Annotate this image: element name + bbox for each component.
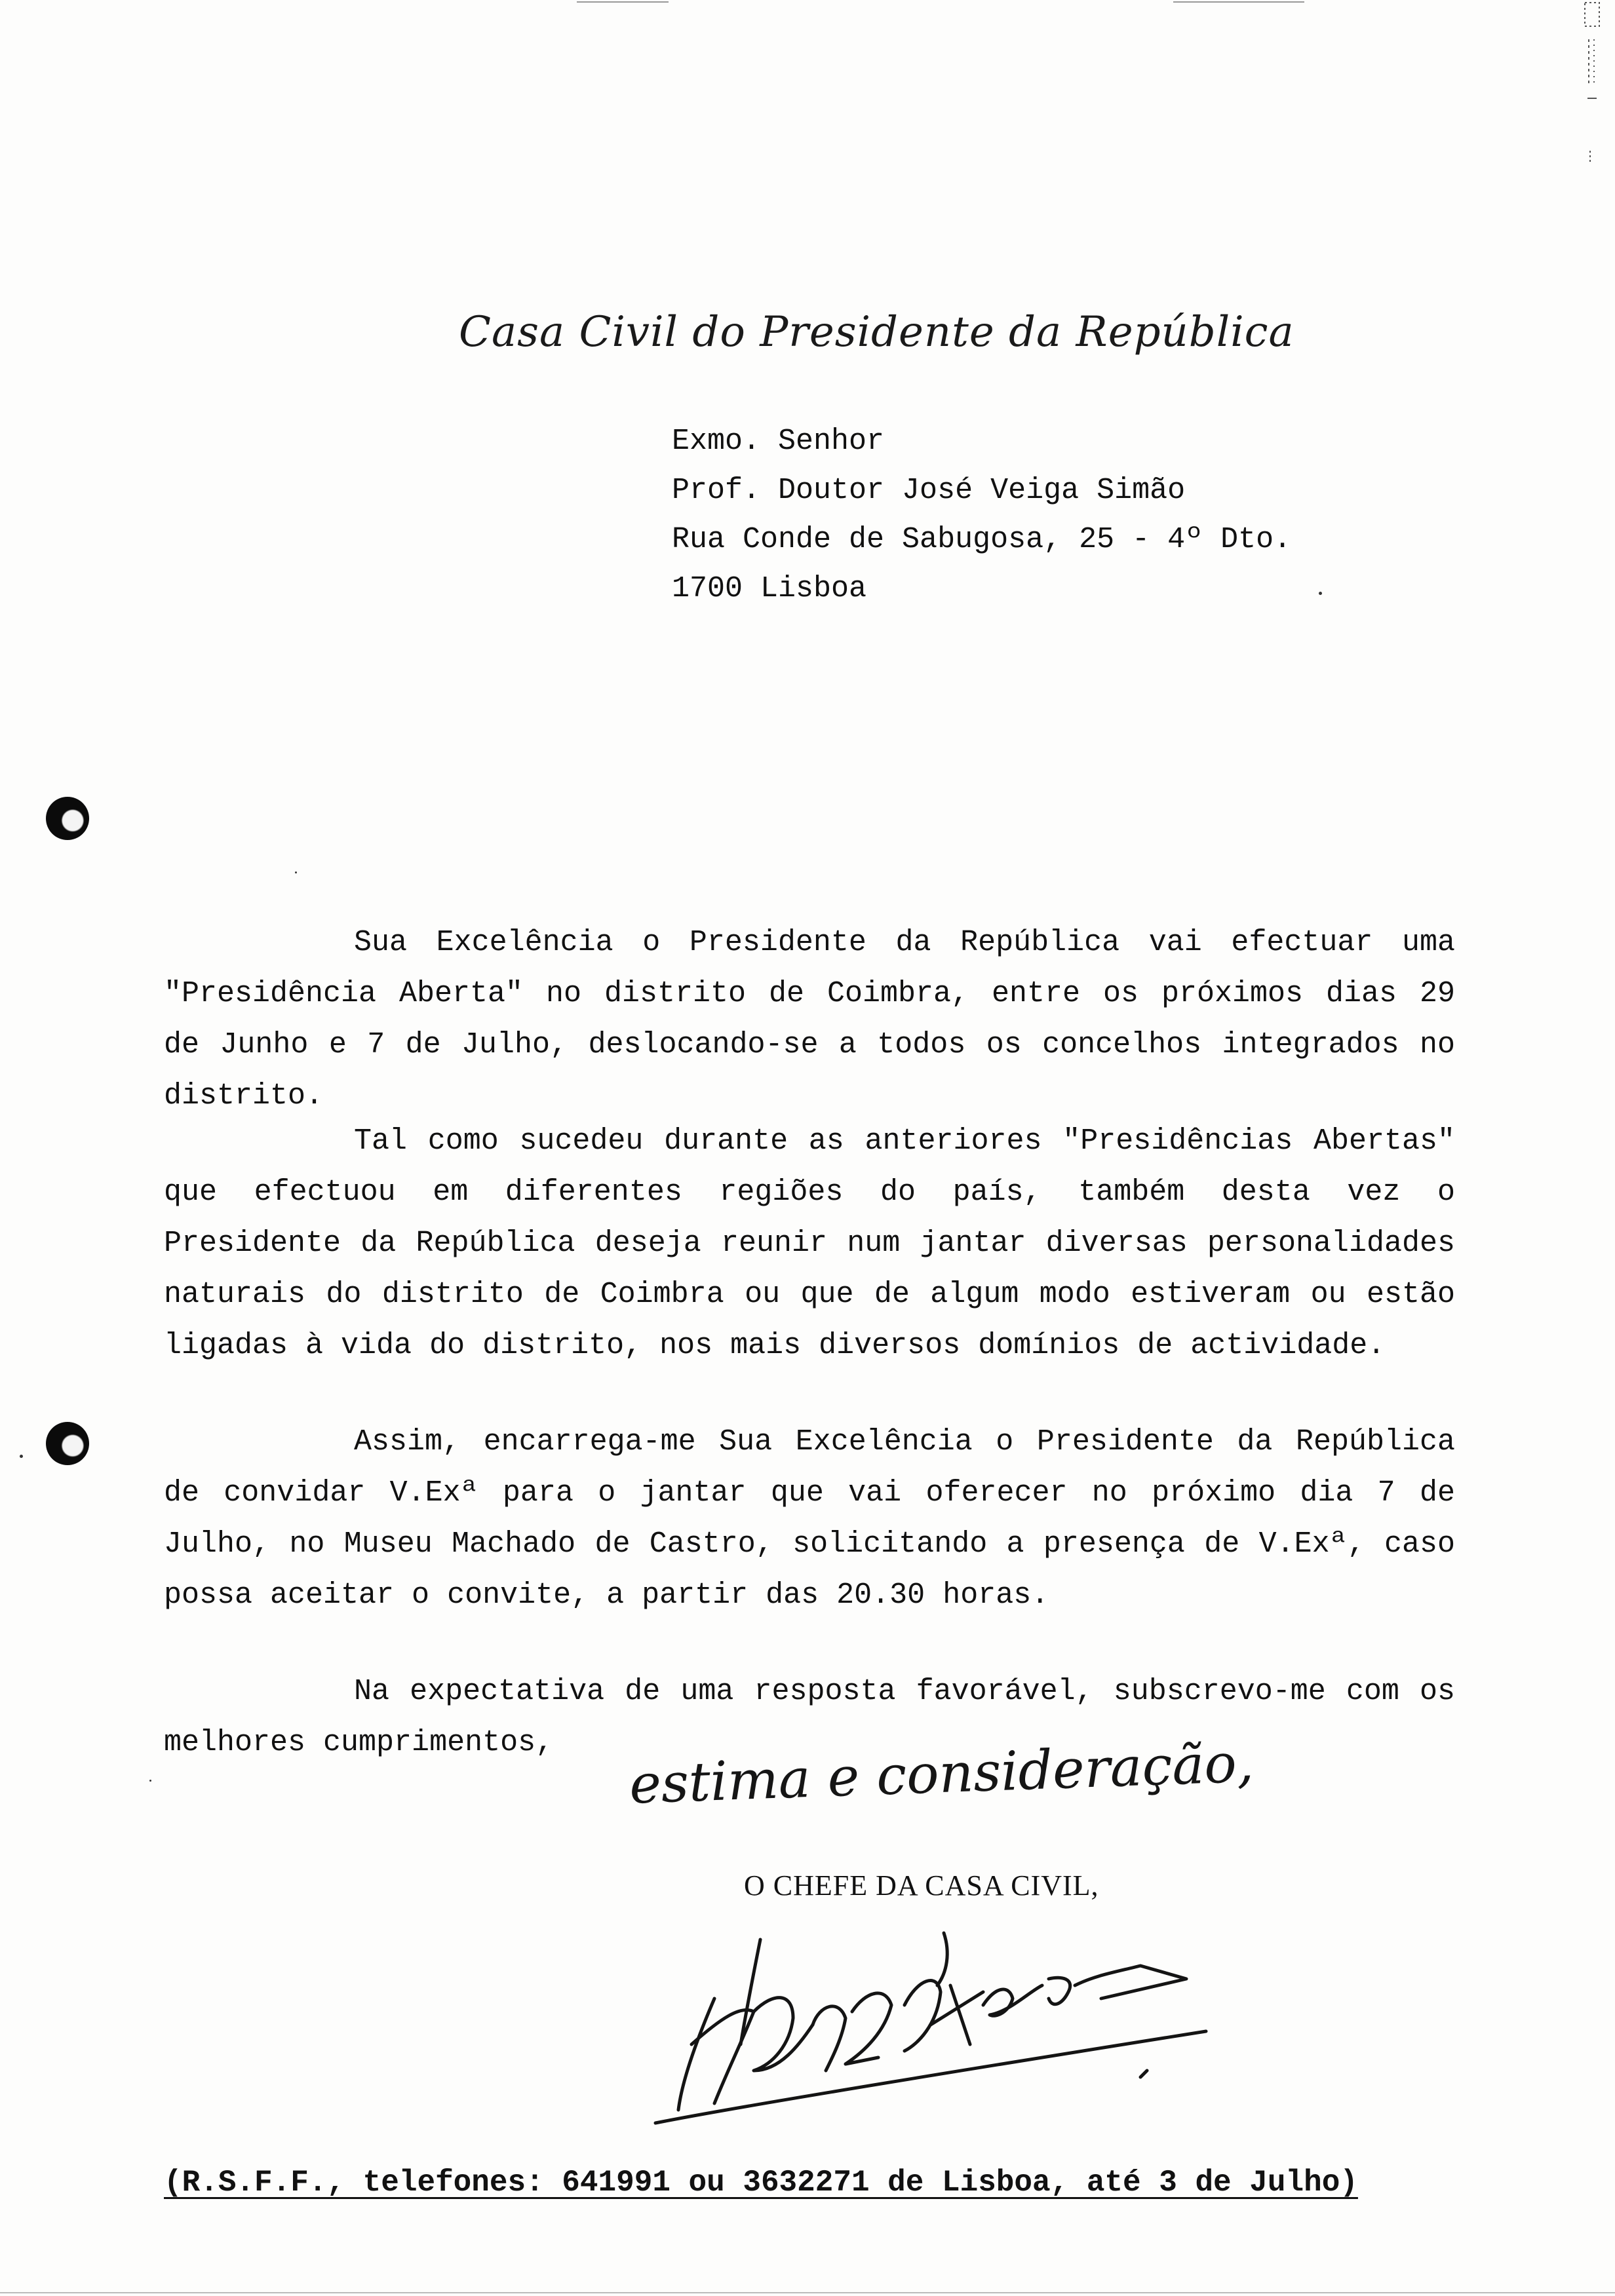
body-paragraph-2 — [164, 1116, 1455, 1371]
address-name: Prof. Doutor José Veiga Simão — [672, 474, 1186, 507]
footer-rsvp-note: (R.S.F.F., telefones: 641991 ou 3632271 de Lisboa, até 3 de Julho) — [164, 2166, 1358, 2200]
address-street: Rua Conde de Sabugosa, 25 - 4º Dto. — [672, 523, 1292, 556]
body-paragraph-3 — [164, 1417, 1455, 1621]
scan-edge-top — [577, 1, 669, 3]
letterhead-title: Casa Civil do Presidente da República — [459, 308, 1294, 356]
address-salutation: Exmo. Senhor — [672, 425, 885, 458]
scan-edge-top-right — [1173, 1, 1304, 3]
paragraph-text: Na expectativa de uma resposta favorável, subscrevo-me com os melhores cumprimentos, — [164, 1675, 1455, 1759]
scan-edge-bottom — [0, 2292, 1615, 2293]
paragraph-text: Assim, encarrega-me Sua Excelência o Presidente da República de convidar V.Exª para o jantar que vai oferecer no próximo dia 7 de Julho, no Museu Machado de Castro, solicitando a presença de V.Exª, caso possa aceitar o convite, a partir das 20.30 horas. — [164, 1425, 1455, 1612]
punch-hole-icon — [46, 797, 89, 840]
scan-edge-marks — [1582, 0, 1602, 170]
paragraph-text: Tal como sucedeu durante as anteriores "Presidências Abertas" que efectuou em diferentes regiões do país, também desta vez o Presidente da República deseja reunir num jantar diversas personalidades naturais do distrito de Coimbra ou que de algum modo estiveram ou estão ligadas à vida do distrito, nos mais diversos domínios de actividade. — [164, 1124, 1455, 1362]
scan-speck — [149, 1780, 151, 1782]
scan-speck — [295, 871, 297, 873]
handwritten-signature — [642, 1913, 1232, 2156]
address-city: 1700 Lisboa — [672, 572, 867, 605]
paragraph-text: Sua Excelência o Presidente da República vai efectuar uma "Presidência Aberta" no distrito de Coimbra, entre os próximos dias 29 de Junho e 7 de Julho, deslocando-se a todos os concelhos integrados no distrito. — [164, 926, 1455, 1113]
recipient-address — [672, 417, 1291, 613]
scan-speck — [1319, 592, 1322, 595]
scan-speck — [20, 1455, 23, 1458]
handwritten-closing: estima e consideração, — [628, 1732, 1255, 1816]
body-paragraph-1 — [164, 917, 1455, 1122]
signer-title: O CHEFE DA CASA CIVIL, — [744, 1869, 1099, 1902]
punch-hole-icon — [46, 1422, 89, 1465]
